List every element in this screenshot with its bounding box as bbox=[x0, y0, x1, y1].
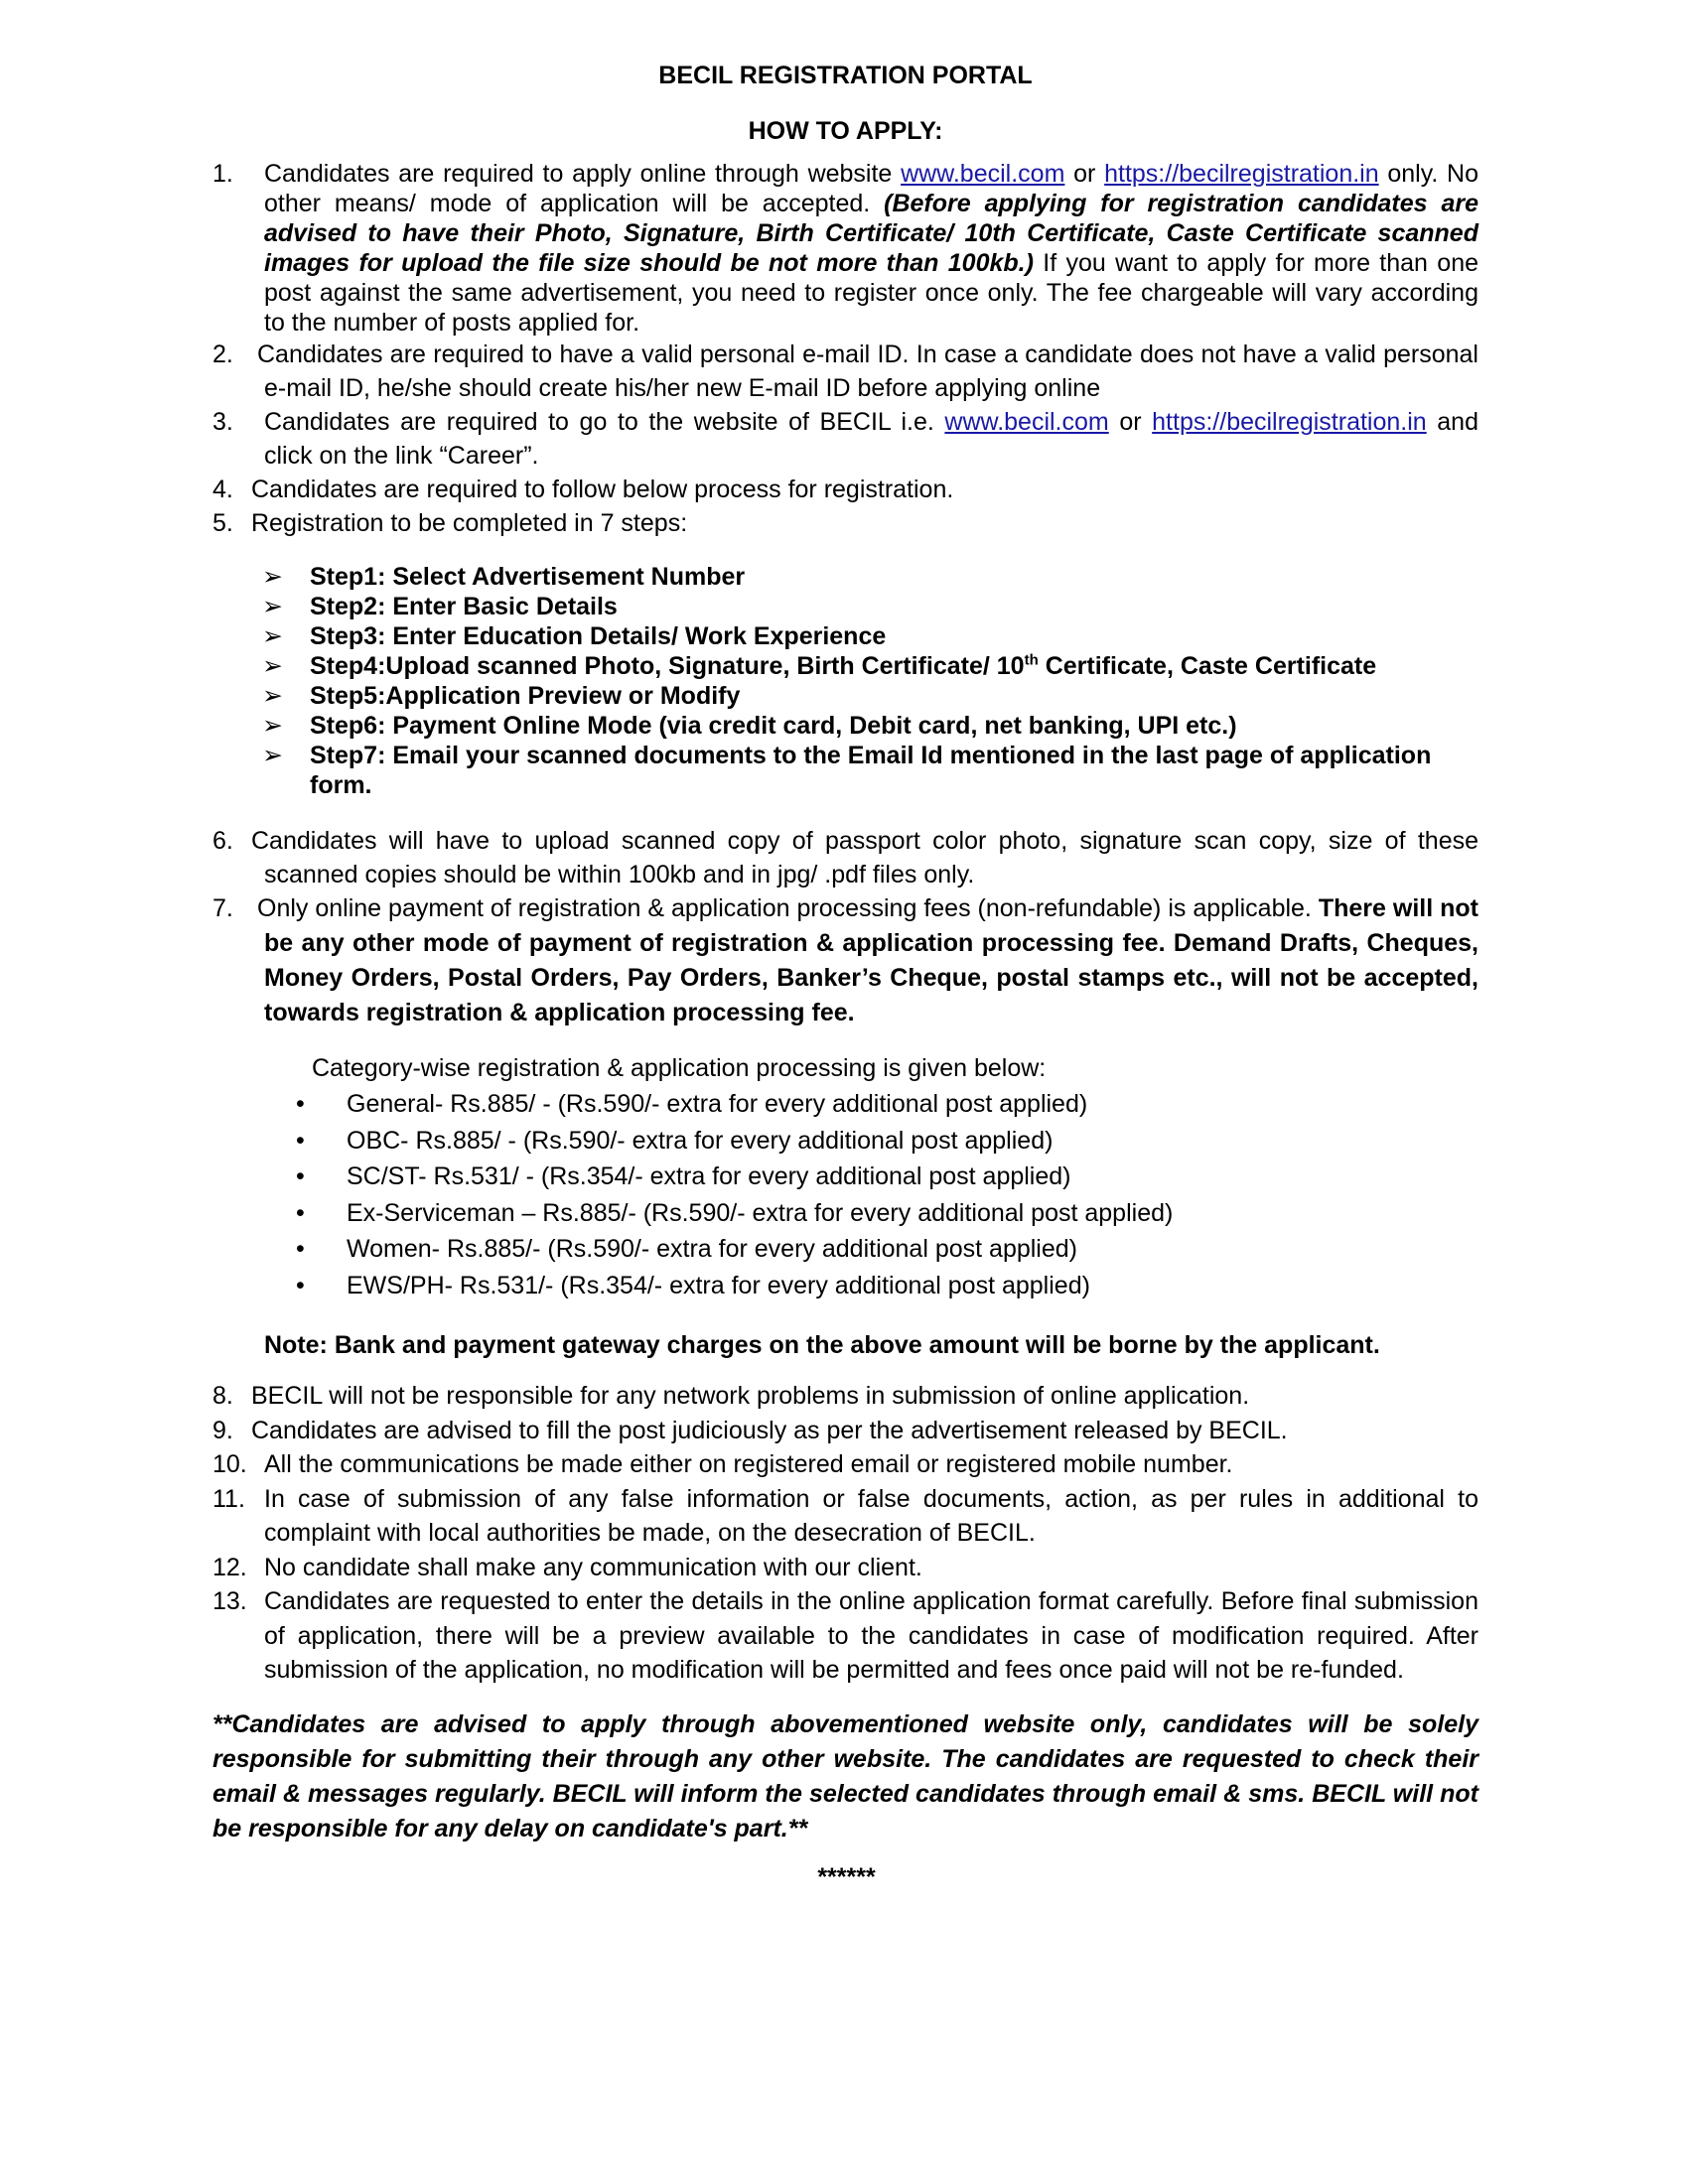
item-text: If you want to apply for more than one post against the same advertisement, you need to register once only. The fee chargeable will vary according to the number of posts applied for. bbox=[264, 249, 1479, 337]
item-number: 9. bbox=[212, 1416, 233, 1444]
item-text: Candidates are required to follow below process for registration. bbox=[251, 476, 954, 503]
instruction-item-5 bbox=[212, 506, 1478, 540]
instruction-item-10 bbox=[212, 1447, 1478, 1482]
item-text: and click on the link “Career”. bbox=[264, 408, 1478, 470]
bullet-icon: • bbox=[296, 1162, 305, 1190]
instruction-item-7 bbox=[212, 891, 1478, 1030]
item-text: or bbox=[1108, 408, 1153, 436]
item-number: 1. bbox=[212, 160, 233, 188]
item-text: Candidates are required to go to the website of BECIL i.e. bbox=[264, 408, 945, 436]
registration-step bbox=[212, 562, 1478, 592]
item-number: 4. bbox=[212, 476, 233, 503]
category-fee-text: SC/ST- Rs.531/ - (Rs.354/- extra for every additional post applied) bbox=[347, 1162, 1071, 1190]
final-advisory-note: **Candidates are advised to apply through abovementioned website only, candidates will be solely responsible for submitting their through any other website. The candidates are requested to check their email & messages regularly. BECIL will inform the selected candidates through email & sms. BECIL will not be responsible for any delay on candidate's part.** bbox=[212, 1709, 1478, 1843]
step-text: Step1: Select Advertisement Number bbox=[310, 563, 746, 591]
registration-step bbox=[212, 681, 1478, 711]
payment-charges-note: Note: Bank and payment gateway charges on the above amount will be borne by the applicant. bbox=[264, 1331, 1380, 1359]
instruction-items-continued bbox=[212, 1379, 1478, 1688]
category-fees-intro: Category-wise registration & application processing is given below: bbox=[312, 1054, 1047, 1082]
item-number: 10. bbox=[212, 1450, 247, 1478]
step-text: Step3: Enter Education Details/ Work Experience bbox=[310, 622, 887, 650]
registration-step bbox=[212, 651, 1478, 681]
category-fees-list bbox=[212, 1086, 1478, 1303]
arrow-bullet-icon: ➢ bbox=[262, 742, 283, 769]
item-number: 12. bbox=[212, 1553, 247, 1581]
document-title: BECIL REGISTRATION PORTAL bbox=[658, 62, 1033, 89]
bullet-icon: • bbox=[296, 1126, 305, 1155]
item-number: 7. bbox=[212, 894, 233, 922]
item-text: Candidates are advised to fill the post judiciously as per the advertisement released by BECIL. bbox=[251, 1416, 1288, 1444]
category-fee-item bbox=[212, 1268, 1478, 1304]
end-of-document-mark: ****** bbox=[816, 1862, 875, 1891]
category-fee-text: General- Rs.885/ - (Rs.590/- extra for every additional post applied) bbox=[347, 1090, 1088, 1118]
arrow-bullet-icon: ➢ bbox=[262, 563, 283, 591]
item-number: 3. bbox=[212, 408, 233, 436]
item-text: Candidates are required to have a valid personal e-mail ID. In case a candidate does not have a valid personal e-mail ID, he/she should create his/her new E-mail ID before applying online bbox=[257, 341, 1478, 402]
bullet-icon: • bbox=[296, 1271, 305, 1299]
arrow-bullet-icon: ➢ bbox=[262, 652, 283, 680]
arrow-bullet-icon: ➢ bbox=[262, 622, 283, 650]
item-text: Registration to be completed in 7 steps: bbox=[251, 509, 688, 537]
document-subtitle: HOW TO APPLY: bbox=[748, 117, 943, 145]
document-page bbox=[212, 60, 1478, 1892]
instruction-item-3 bbox=[212, 405, 1478, 473]
registration-step bbox=[212, 621, 1478, 651]
registration-portal-link[interactable]: https://becilregistration.in bbox=[1104, 160, 1379, 188]
step-text: Step6: Payment Online Mode (via credit card, Debit card, net banking, UPI etc.) bbox=[310, 712, 1237, 740]
category-fee-item bbox=[212, 1123, 1478, 1160]
arrow-bullet-icon: ➢ bbox=[262, 593, 283, 620]
registration-step bbox=[212, 592, 1478, 621]
instruction-item-2 bbox=[212, 338, 1478, 405]
category-fee-item bbox=[212, 1195, 1478, 1232]
item-text: BECIL will not be responsible for any network problems in submission of online application. bbox=[251, 1382, 1250, 1410]
item-text: only. No other means/ mode of application will be accepted. bbox=[264, 160, 1479, 217]
item-emphasis: There will not be any other mode of payment of registration & application processing fee. Demand Drafts, Cheques, Money Orders, Postal Orders, Pay Orders, Banker’s Cheque, postal stamps etc., will not be accepted, towards registration & application processing fee. bbox=[264, 894, 1478, 1026]
item-number: 8. bbox=[212, 1382, 233, 1410]
item-text: All the communications be made either on registered email or registered mobile number. bbox=[264, 1450, 1233, 1478]
category-fee-text: EWS/PH- Rs.531/- (Rs.354/- extra for every additional post applied) bbox=[347, 1271, 1090, 1299]
category-fee-item bbox=[212, 1231, 1478, 1268]
item-text: Candidates are requested to enter the details in the online application format carefully. Before final submission of application, there will be a preview available to the candidates in case of modification required. After submission of the application, no modification will be permitted and fees once paid will not be re-funded. bbox=[264, 1587, 1478, 1684]
step-text: Step4:Upload scanned Photo, Signature, Birth Certificate/ 10 bbox=[310, 652, 1025, 680]
bullet-icon: • bbox=[296, 1090, 305, 1118]
step-text: Step7: Email your scanned documents to the Email Id mentioned in the last page of application form. bbox=[310, 742, 1432, 799]
item-number: 2. bbox=[212, 341, 233, 368]
item-number: 13. bbox=[212, 1587, 247, 1615]
item-text: or bbox=[1064, 160, 1105, 188]
instruction-item-6 bbox=[212, 824, 1478, 891]
becil-website-link[interactable]: www.becil.com bbox=[944, 408, 1109, 436]
item-text: Candidates are required to apply online through website bbox=[264, 160, 902, 188]
step-text: Step5:Application Preview or Modify bbox=[310, 682, 741, 710]
instruction-item-12 bbox=[212, 1551, 1478, 1585]
category-fee-item bbox=[212, 1159, 1478, 1195]
item-text: Only online payment of registration & application processing fees (non-refundable) is applicable. bbox=[257, 894, 1319, 922]
registration-portal-link[interactable]: https://becilregistration.in bbox=[1152, 408, 1427, 436]
registration-step bbox=[212, 741, 1478, 800]
instruction-item-8 bbox=[212, 1379, 1478, 1414]
instruction-item-9 bbox=[212, 1414, 1478, 1448]
item-number: 5. bbox=[212, 509, 233, 537]
item-text: In case of submission of any false information or false documents, action, as per rules in additional to complaint with local authorities be made, on the desecration of BECIL. bbox=[264, 1484, 1478, 1547]
registration-steps-list bbox=[212, 562, 1478, 800]
step-text: Certificate, Caste Certificate bbox=[1038, 652, 1377, 680]
instruction-item-13 bbox=[212, 1584, 1478, 1688]
instruction-item-4 bbox=[212, 473, 1478, 506]
arrow-bullet-icon: ➢ bbox=[262, 682, 283, 710]
step-superscript: th bbox=[1024, 651, 1039, 669]
instruction-item-11 bbox=[212, 1482, 1478, 1551]
item-text: Candidates will have to upload scanned copy of passport color photo, signature scan copy, size of these scanned copies should be within 100kb and in jpg/ .pdf files only. bbox=[251, 827, 1478, 888]
item-text: No candidate shall make any communication with our client. bbox=[264, 1553, 922, 1581]
bullet-icon: • bbox=[296, 1198, 305, 1227]
category-fee-text: Ex-Serviceman – Rs.885/- (Rs.590/- extra for every additional post applied) bbox=[347, 1198, 1174, 1227]
category-fee-text: Women- Rs.885/- (Rs.590/- extra for every additional post applied) bbox=[347, 1235, 1077, 1263]
step-text: Step2: Enter Basic Details bbox=[310, 593, 618, 620]
item-emphasis: (Before applying for registration candidates are advised to have their Photo, Signature, Birth Certificate/ 10th Certificate, Caste Certificate scanned images for upload the file size should be not more than 100kb.) bbox=[264, 190, 1478, 277]
item-number: 11. bbox=[212, 1484, 245, 1513]
instruction-item-1 bbox=[212, 159, 1478, 338]
category-fee-text: OBC- Rs.885/ - (Rs.590/- extra for every additional post applied) bbox=[347, 1126, 1054, 1155]
arrow-bullet-icon: ➢ bbox=[262, 712, 283, 740]
bullet-icon: • bbox=[296, 1235, 305, 1263]
becil-website-link[interactable]: www.becil.com bbox=[901, 160, 1065, 188]
item-number: 6. bbox=[212, 827, 233, 855]
category-fee-item bbox=[212, 1086, 1478, 1123]
registration-step bbox=[212, 711, 1478, 741]
